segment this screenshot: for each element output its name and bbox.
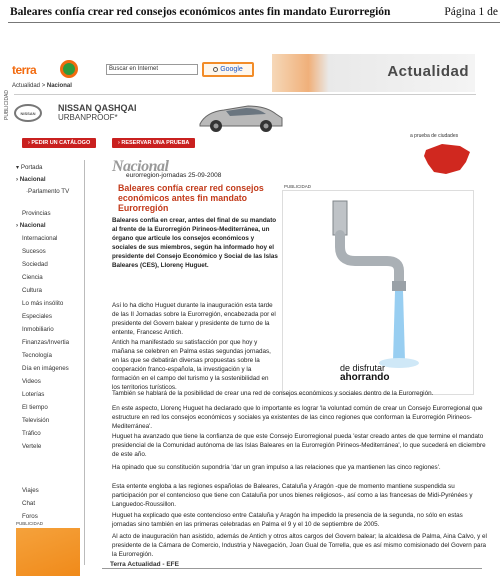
header-divider	[8, 22, 500, 23]
section-banner	[272, 54, 475, 92]
nav-item-nacional-sub[interactable]: › Nacional	[16, 222, 46, 229]
ad-tagline: a prueba de ciudades	[410, 133, 459, 139]
figure-caption-line-1: de disfrutar	[340, 363, 386, 373]
nav-divider	[84, 160, 85, 565]
nav-item-chat[interactable]: Chat	[22, 500, 36, 507]
car-image[interactable]	[196, 100, 286, 134]
print-header-title: Baleares confía crear red consejos económicos antes fin mandato Eurorregión	[10, 6, 391, 18]
figure-caption-line-2: ahorrando	[340, 372, 390, 384]
breadcrumb-section[interactable]: Actualidad	[12, 83, 41, 89]
breadcrumb	[12, 83, 72, 89]
logo-disc-icon	[60, 60, 78, 78]
google-search-button[interactable]	[202, 62, 254, 77]
article-paragraph-5: En este aspecto, Llorenç Huguet ha declarado que lo importante es lograr 'la voluntad común de crear un Consejo Eurorregional que estructure en red los consejos económicos y sociales ya existentes de las cinco regiones que conforman la Eurorregión Pirineos-Mediterránea'.	[112, 405, 483, 430]
nav-item-provincias[interactable]: Provincias	[22, 210, 51, 217]
nav-item-portada[interactable]: ▾ Portada	[16, 164, 43, 171]
search-input[interactable]: Buscar en Internet	[106, 64, 198, 75]
spain-map-icon	[420, 140, 476, 180]
breadcrumb-separator: >	[40, 83, 47, 89]
logo-text: terra	[12, 63, 37, 77]
nav-item-parlamento-tv[interactable]: ·Parlamento TV	[26, 188, 70, 195]
search-icon	[213, 67, 218, 72]
article-lead: Baleares confía en crear, antes del final de su mandato al frente de la Eurorregión Pirineos-Mediterránea, un órgano que articule los consejos económicos y sociales de sus miembros, según ha informado hoy el presidente del Consejo Económico y Social de las Islas Baleares (CES), Llorenç Huguet.	[112, 217, 278, 269]
article-paragraph-6: Huguet ha avanzado que tiene la confianza de que este Consejo Eurorregional pueda 'estar creado antes de que termine el mandato presidencial de la Comunidad autónoma de las Islas Baleares en la Eurorregión Pirineos-Mediterránea', lo que sucederá en diciembre de este año.	[112, 433, 486, 458]
nav-item-nacional[interactable]: › Nacional	[16, 176, 46, 183]
nav-item-vertele[interactable]: Vertele	[22, 443, 42, 450]
nav-item-lo-mas-insolito[interactable]: Lo más insólito	[22, 300, 64, 307]
article-paragraph-4: También se hablará de la posibilidad de crear una red de consejos económicos y sociales dentro de la Eurorregión.	[112, 390, 434, 397]
nav-item-sociedad[interactable]: Sociedad	[22, 261, 48, 268]
request-catalog-button[interactable]: › PEDIR UN CATÁLOGO	[22, 138, 96, 148]
nav-ad-banner[interactable]	[16, 528, 80, 576]
nav-item-inmobiliario[interactable]: Inmobiliario	[22, 326, 54, 333]
nav-item-dia-en-imagenes[interactable]: Día en imágenes	[22, 365, 69, 372]
figure-ad-label: PUBLICIDAD	[284, 184, 312, 189]
header-bottom-divider	[14, 94, 476, 95]
nav-item-loterias[interactable]: Loterías	[22, 391, 45, 398]
figure-caption	[340, 364, 389, 384]
ad-label: PUBLICIDAD	[4, 89, 10, 120]
nav-item-sucesos[interactable]: Sucesos	[22, 248, 46, 255]
article-paragraph-3: Antich ha manifestado su satisfacción por que hoy y mañana se celebren en Palma estas segundas jornadas, en las que se debatirán diversas propuestas sobre la cooperación franco-española, la investigación y la formación en el campo del turismo y la sostenibilidad en los territorios turísticos.	[112, 339, 271, 391]
nav-ad-label: PUBLICIDAD	[16, 521, 44, 526]
footer-divider	[102, 568, 482, 569]
banner-title: Actualidad	[387, 63, 469, 80]
nav-item-el-tiempo[interactable]: El tiempo	[22, 404, 48, 411]
nav-item-videos[interactable]: Videos	[22, 378, 41, 385]
nissan-logo[interactable]: NISSAN	[14, 104, 42, 122]
nav-item-finanzas[interactable]: Finanzas/Invertia	[22, 339, 70, 346]
article-headline: Baleares confía crear red consejos económicos antes fin mandato Eurorregión	[118, 183, 264, 214]
article-source: Terra Actualidad - EFE	[110, 561, 179, 568]
google-search-label: Google	[220, 66, 243, 73]
nav-item-trafico[interactable]: Tráfico	[22, 430, 41, 437]
nav-item-viajes[interactable]: Viajes	[22, 487, 39, 494]
nav-item-television[interactable]: Televisión	[22, 417, 50, 424]
ad-subtitle: URBANPROOF*	[58, 113, 118, 122]
book-test-drive-button[interactable]: › RESERVAR UNA PRUEBA	[112, 138, 195, 148]
article-paragraph-10: Al acto de inauguración han asistido, además de Antich y otros altos cargos del Govern balear; la alcaldesa de Palma, Aina Calvo, y el presidente de la Cámara de Comercio, Industria y Navegación, Joan Gual de Torrella, que es así mismo comisionado del Govern para la Eurorregión.	[112, 533, 487, 558]
nav-item-internacional[interactable]: Internacional	[22, 235, 58, 242]
article-paragraph-2: Así lo ha dicho Huguet durante la inauguración esta tarde de las II Jornadas sobre la Eurorregión, encabezada por el presidente del Govern balear y presidente de turno de la entente, Francesc Antich.	[112, 302, 276, 336]
article-paragraph-8: Esta entente engloba a las regiones españolas de Baleares, Cataluña y Aragón -que de momento mantiene suspendida su participación por el contencioso que tiene con Cataluña por unos bienes religiosos-, así como a las francesas de Midi-Pyrénées y Languedoc-Roussillon.	[112, 483, 473, 508]
article-paragraph-7: Ha opinado que su constitución supondría 'dar un gran impulso a las relaciones que ya mantienen las cinco regiones'.	[112, 464, 441, 471]
nav-item-tecnologia[interactable]: Tecnología	[22, 352, 52, 359]
nav-item-cultura[interactable]: Cultura	[22, 287, 42, 294]
nav-item-ciencia[interactable]: Ciencia	[22, 274, 43, 281]
breadcrumb-current: Nacional	[46, 83, 72, 89]
print-page-number: Página 1 de	[444, 6, 498, 18]
terra-logo[interactable]	[12, 60, 76, 82]
nav-item-especiales[interactable]: Especiales	[22, 313, 52, 320]
article-paragraph-9: Huguet ha explicado que este contencioso entre Cataluña y Aragón ha impedido la presencia de la segunda, no sólo en estas jornadas sino también en las primeras celebradas en Palma el 9 y el 10 de septiembre de 2005.	[112, 512, 463, 528]
article-dateline: eurorregion-jornadas 25-09-2008	[126, 172, 222, 179]
ad-title[interactable]: NISSAN QASHQAI	[58, 103, 137, 113]
section-heading: Nacional	[112, 158, 169, 175]
nav-item-foros[interactable]: Foros	[22, 513, 38, 520]
